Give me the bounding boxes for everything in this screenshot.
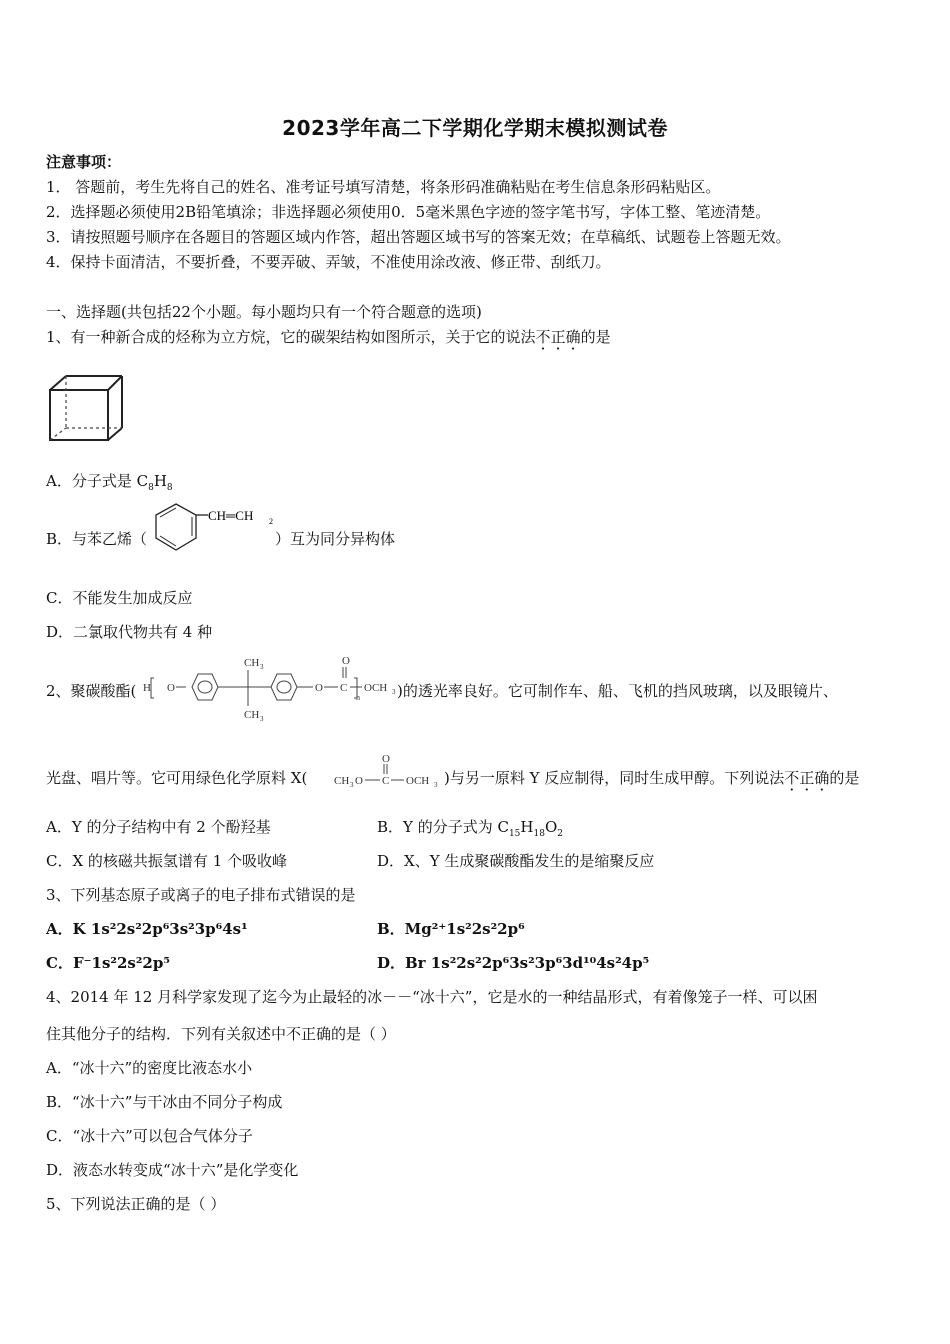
poly-o-label: O bbox=[167, 682, 175, 694]
q3-option-c: C．F⁻1s²2s²2p⁵ bbox=[46, 954, 170, 972]
q3-stem: 3、下列基态原子或离子的电子排布式错误的是 bbox=[46, 886, 356, 904]
emphasis-char: 不 bbox=[535, 328, 551, 346]
styrene-formula-sub: 2 bbox=[269, 517, 273, 526]
poly-och3-label: OCH bbox=[364, 682, 388, 694]
dimethyl-carbonate-structure bbox=[330, 748, 442, 796]
q4-option-c: C．“冰十六”可以包合气体分子 bbox=[46, 1127, 253, 1145]
notice-item-3: 3．请按照题号顺序在各题目的答题区域内作答，超出答题区域书写的答案无效；在草稿纸、试题卷上答题无效。 bbox=[46, 228, 791, 246]
styrene-formula: CH═CH bbox=[208, 508, 254, 523]
emphasis-char: 确 bbox=[565, 328, 581, 346]
q1-option-a: A．分子式是 $C_8H_8$ bbox=[46, 472, 173, 493]
q1-emphasis bbox=[536, 328, 581, 346]
q1-option-b-tail: ）互为同分异构体 bbox=[275, 530, 396, 548]
q1-option-b: B．与苯乙烯（ bbox=[46, 530, 148, 548]
cubane-structure-diagram bbox=[46, 372, 126, 444]
q3-option-b: B．Mg²⁺1s²2s²2p⁶ bbox=[377, 920, 525, 938]
svg-text:3: 3 bbox=[434, 781, 438, 789]
x-ch3-label: CH bbox=[334, 775, 350, 787]
svg-text:3: 3 bbox=[260, 663, 264, 671]
q3-option-d: D．Br 1s²2s²2p⁶3s²3p⁶3d¹⁰4s²4p⁵ bbox=[377, 954, 650, 972]
q1-option-c: C．不能发生加成反应 bbox=[46, 589, 193, 607]
section-heading: 一、选择题(共包括22个小题。每小题均只有一个符合题意的选项) bbox=[46, 303, 482, 321]
x-c-label: C bbox=[382, 775, 390, 787]
x-och3-label: OCH bbox=[406, 775, 430, 787]
svg-text:3: 3 bbox=[392, 688, 396, 696]
emphasis-char: 确 bbox=[814, 769, 830, 787]
q2-stem-line2-cont: )与另一原料 Y 反应制得，同时生成甲醇。下列说法不正确的是 bbox=[444, 769, 860, 787]
notice-item-2: 2．选择题必须使用2B铅笔填涂；非选择题必须使用0．5毫米黑色字迹的签字笔书写，字体工整、笔迹清楚。 bbox=[46, 203, 771, 221]
q2-option-d: D．X、Y 生成聚碳酸酯发生的是缩聚反应 bbox=[377, 852, 655, 870]
q4-option-d: D．液态水转变成“冰十六”是化学变化 bbox=[46, 1161, 299, 1179]
poly-c-label: C bbox=[340, 682, 348, 694]
polycarbonate-structure bbox=[140, 652, 400, 722]
q2-stem-start: 2、聚碳酸酯( bbox=[46, 682, 137, 700]
q2-stem-cont: )的透光率良好。它可制作车、船、飞机的挡风玻璃，以及眼镜片、 bbox=[397, 682, 838, 700]
poly-ch3-bottom: CH bbox=[244, 709, 260, 721]
q3-option-a: A．K 1s²2s²2p⁶3s²3p⁶4s¹ bbox=[46, 920, 248, 938]
styrene-structure bbox=[152, 500, 277, 555]
q4-option-b: B．“冰十六”与干冰由不同分子构成 bbox=[46, 1093, 283, 1111]
svg-text:O: O bbox=[355, 775, 363, 787]
q1-stem: 1、有一种新合成的烃称为立方烷，它的碳架结构如图所示，关于它的说法不正确的是 bbox=[46, 328, 611, 346]
q2-stem-line2: 光盘、唱片等。它可用绿色化学原料 X( bbox=[46, 769, 308, 787]
x-carbonyl-o: O bbox=[382, 753, 390, 765]
q4-option-a: A．“冰十六”的密度比液态水小 bbox=[46, 1059, 253, 1077]
poly-carbonyl-o: O bbox=[342, 655, 350, 667]
poly-n-label: n bbox=[356, 693, 360, 702]
emphasis-char: 不 bbox=[784, 769, 800, 787]
emphasis-char: 正 bbox=[550, 328, 566, 346]
emphasis-char: 正 bbox=[799, 769, 815, 787]
q2-option-c: C．X 的核磁共振氢谱有 1 个吸收峰 bbox=[46, 852, 288, 870]
q2-option-b: B．Y 的分子式为 $C_{15}H_{18}O_2$ bbox=[377, 818, 563, 839]
q4-stem-line1: 4、2014 年 12 月科学家发现了迄今为止最轻的冰－－“冰十六”，它是水的一种结晶形式，有着像笼子一样、可以困 bbox=[46, 988, 818, 1006]
svg-text:3: 3 bbox=[260, 715, 264, 722]
poly-ch3-top: CH bbox=[244, 657, 260, 669]
q2-option-a: A．Y 的分子结构中有 2 个酚羟基 bbox=[46, 818, 271, 836]
q5-stem: 5、下列说法正确的是（ ） bbox=[46, 1195, 226, 1213]
notice-item-4: 4．保持卡面清洁，不要折叠，不要弄破、弄皱，不准使用涂改液、修正带、刮纸刀。 bbox=[46, 253, 611, 271]
notice-item-1: 1． 答题前，考生先将自己的姓名、准考证号填写清楚，将条形码准确粘贴在考生信息条形码粘贴区。 bbox=[46, 178, 721, 196]
q2-emphasis bbox=[784, 769, 829, 787]
page-title: 2023学年高二下学期化学期末模拟测试卷 bbox=[282, 116, 668, 140]
svg-text:3: 3 bbox=[350, 781, 354, 789]
notice-heading: 注意事项： bbox=[46, 153, 122, 171]
q4-stem-line2: 住其他分子的结构．下列有关叙述中不正确的是（ ） bbox=[46, 1025, 396, 1043]
q1-option-d: D．二氯取代物共有 4 种 bbox=[46, 623, 213, 641]
poly-o2-label: O bbox=[315, 682, 323, 694]
poly-h-label: H bbox=[143, 682, 151, 694]
